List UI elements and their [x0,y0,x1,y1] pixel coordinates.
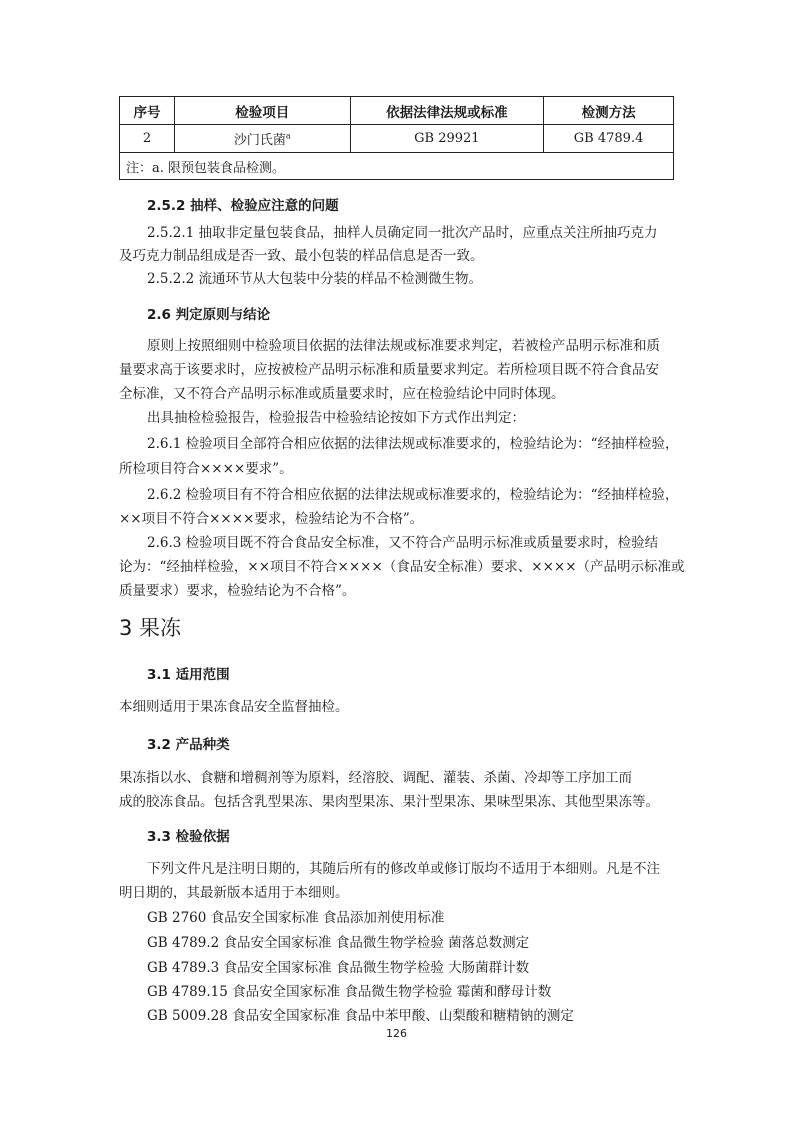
chapter-3-title: 3 果冻 [119,616,182,640]
reference-item: GB 4789.2 食品安全国家标准 食品微生物学检验 菌落总数测定 [147,935,530,951]
para-2-5-2-2: 2.5.2.2 流通环节从大包装中分装的样品不检测微生物。 [147,271,483,287]
para-3-1: 本细则适用于果冻食品安全监督抽检。 [119,699,349,715]
inspection-items-table [119,96,674,180]
para-2-6-line3: 全标准，又不符合产品明示标准或质量要求时，应在检验结论中同时体现。 [119,386,565,402]
para-2-6-1-line1: 2.6.1 检验项目全部符合相应依据的法律法规或标准要求的，检验结论为：“经抽样检验， [147,436,679,452]
para-3-3-line2: 明日期的，其最新版本适用于本细则。 [119,885,349,901]
para-2-6-3-line2: 论为：“经抽样检验，××项目不符合××××（食品安全标准）要求、××××（产品明示标准或 [119,559,685,575]
reference-item: GB 4789.15 食品安全国家标准 食品微生物学检验 霉菌和酵母计数 [147,984,552,1000]
heading-3-1: 3.1 适用范围 [147,667,230,683]
reference-item: GB 2760 食品安全国家标准 食品添加剂使用标准 [147,910,445,926]
table-row [120,125,674,153]
header-method: 检测方法 [544,97,674,125]
reference-item: GB 5009.28 食品安全国家标准 食品中苯甲酸、山梨酸和糖精钠的测定 [147,1008,574,1024]
cell-item [174,125,350,153]
para-3-2-line2: 成的胶冻食品。包括含乳型果冻、果肉型果冻、果汁型果冻、果味型果冻、其他型果冻等。 [119,794,659,810]
para-3-3-line1: 下列文件凡是注明日期的，其随后所有的修改单或修订版均不适用于本细则。凡是不注 [147,861,660,877]
para-2-6-2-line1: 2.6.2 检验项目有不符合相应依据的法律法规或标准要求的，检验结论为：“经抽样检验， [147,487,679,503]
para-2-6-2-line2: ××项目不符合××××要求，检验结论为不合格”。 [119,511,424,527]
para-2-5-2-1-line1: 2.5.2.1 抽取非定量包装食品，抽样人员确定同一批次产品时，应重点关注所抽巧克力 [147,225,658,241]
cell-item-text: 沙门氏菌 [233,133,286,148]
para-2-6-line1: 原则上按照细则中检验项目依据的法律法规或标准要求判定，若被检产品明示标准和质 [147,338,660,354]
footnote-marker: a [285,131,291,141]
heading-3-2: 3.2 产品种类 [147,737,230,753]
page-number: 126 [386,1027,407,1040]
para-3-2-line1: 果冻指以水、食糖和增稠剂等为原料，经溶胶、调配、灌装、杀菌、冷却等工序加工而 [119,770,632,786]
table-note-row [120,153,674,180]
table-header-row [120,97,674,125]
para-2-6-line2: 量要求高于该要求时，应按被检产品明示标准和质量要求判定。若所检项目既不符合食品安 [119,362,659,378]
reference-item: GB 4789.3 食品安全国家标准 食品微生物学检验 大肠菌群计数 [147,960,530,976]
table-note: 注：a. 限预包装食品检测。 [120,153,674,180]
heading-2-6: 2.6 判定原则与结论 [147,307,271,323]
header-standard: 依据法律法规或标准 [350,97,544,125]
cell-no: 2 [120,125,175,153]
para-2-6-3-line1: 2.6.3 检验项目既不符合食品安全标准，又不符合产品明示标准或质量要求时，检验结 [147,535,659,551]
heading-2-5-2: 2.5.2 抽样、检验应注意的问题 [147,198,339,214]
heading-3-3: 3.3 检验依据 [147,829,230,845]
header-item: 检验项目 [174,97,350,125]
para-2-6-1-line2: 所检项目符合××××要求”。 [119,461,293,477]
para-2-6-report: 出具抽检检验报告，检验报告中检验结论按如下方式作出判定： [147,410,525,426]
cell-standard: GB 29921 [350,125,544,153]
header-no: 序号 [120,97,175,125]
cell-method: GB 4789.4 [544,125,674,153]
para-2-5-2-1-line2: 及巧克力制品组成是否一致、最小包装的样品信息是否一致。 [119,248,484,264]
para-2-6-3-line3: 质量要求）要求，检验结论为不合格”。 [119,583,356,599]
